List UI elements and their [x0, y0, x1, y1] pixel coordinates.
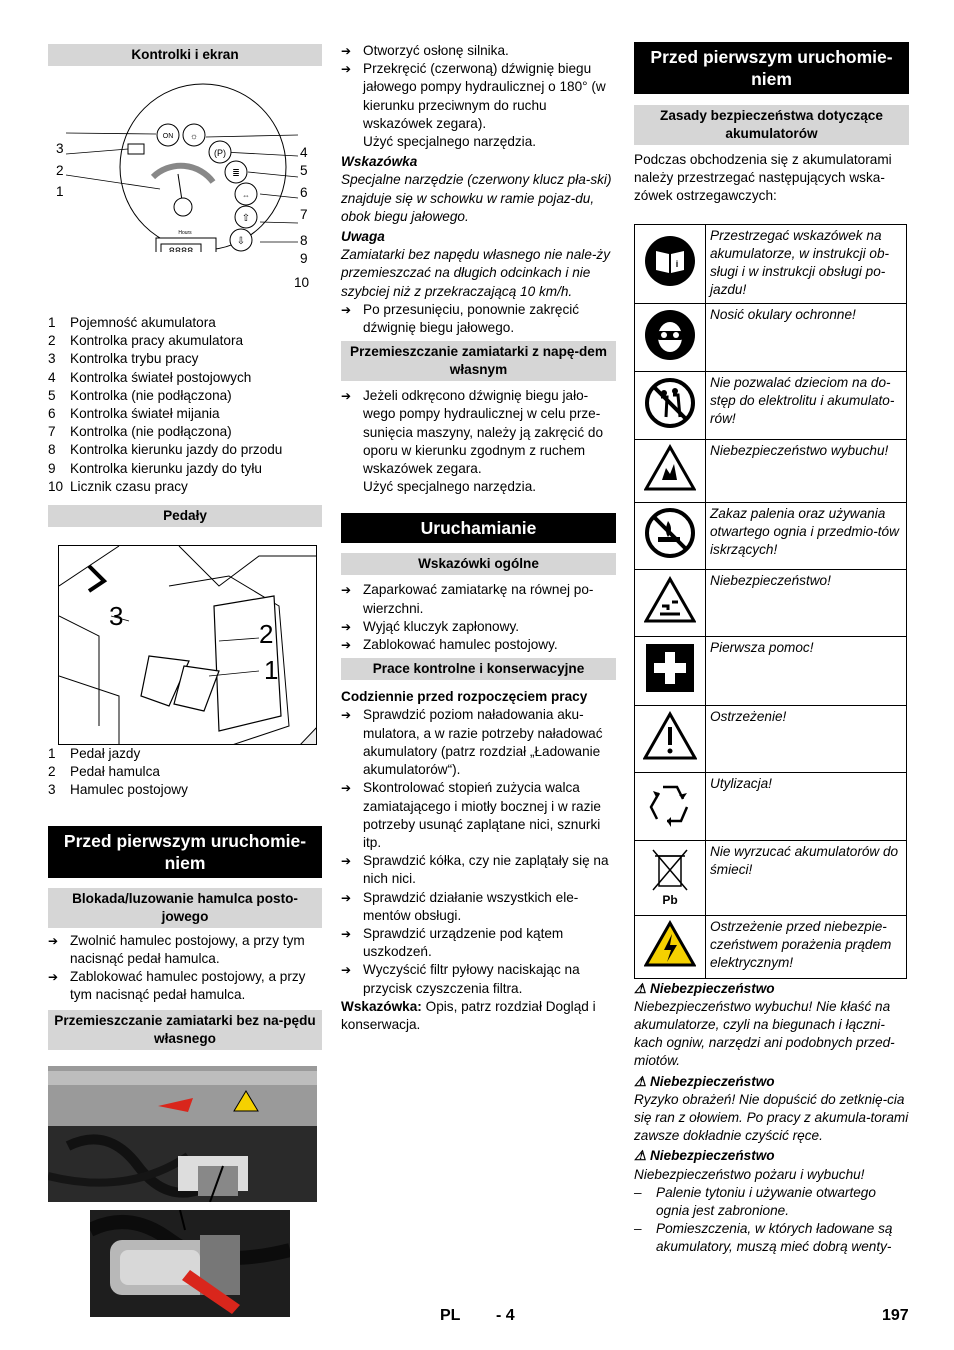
list-item: ➔ Przekręcić (czerwoną) dźwignię biegu jałowego pompy hydraulicznej o 180° (w kierunku przeciwnym do ruchu wskazówek zegara).	[341, 61, 606, 131]
blokada-steps	[48, 932, 322, 1005]
pedal-callout-2: 2	[259, 619, 274, 650]
intro-text: Podczas obchodzenia się z akumulatorami należy przestrzegać następujących wska-zówek ostrzegawczych:	[634, 152, 892, 204]
table-row	[635, 840, 907, 915]
heading-wskazowki-ogolne: Wskazówki ogólne	[341, 553, 616, 575]
list-item: ➔ Sprawdzić urządzenie pod kątem uszkodzeń.	[341, 925, 564, 960]
codziennie-title: Codziennie przed rozpoczęciem pracy	[341, 689, 588, 705]
warn-text: Ostrzeżenie przed niebezpie-czeństwem porażenia prądem elektrycznym!	[706, 915, 907, 978]
callout-1: 1	[56, 184, 64, 199]
list-item: 7 Kontrolka (nie podłączona)	[48, 424, 232, 440]
table-row	[635, 569, 907, 636]
column-right	[634, 42, 909, 1257]
list-item: 2 Pedał hamulca	[48, 764, 160, 780]
warning-icon: ⚠	[634, 1073, 650, 1089]
callout-5: 5	[300, 163, 308, 178]
warning-icon	[643, 711, 697, 761]
list-item: 1 Pedał jazdy	[48, 746, 141, 762]
wskazowka-text: Specjalne narzędzie (czerwony klucz pła-ski) znajduje się w schowku w ramie pojaz-du, obok biegu jałowego.	[341, 172, 612, 224]
dashboard-drawing	[48, 82, 322, 252]
table-row	[635, 371, 907, 439]
list-item: 2 Kontrolka pracy akumulatora	[48, 333, 244, 349]
warn-text: Zakaz palenia oraz używania otwartego ognia i przedmio-tów iskrzących!	[706, 502, 907, 569]
list-item: – Pomieszczenia, w których ładowane są akumulatory, muszą mieć dobrą wenty-	[634, 1221, 893, 1255]
svg-text:8888: 8888	[168, 246, 194, 252]
warn-text: Nie wyrzucać akumulatorów do śmieci!	[706, 840, 907, 915]
corrosive-icon	[644, 576, 696, 624]
pump-photo	[90, 1210, 290, 1317]
svg-text:≣: ≣	[232, 168, 240, 178]
table-row	[635, 303, 907, 371]
svg-text:⇧: ⇧	[241, 213, 251, 224]
pedal-callout-3: 3	[109, 601, 124, 632]
heading-pedaly: Pedały	[48, 505, 322, 527]
table-row	[635, 772, 907, 840]
hours-label: Hours	[178, 230, 192, 236]
list-item: 3 Kontrolka trybu pracy	[48, 351, 199, 367]
callout-6: 6	[300, 185, 308, 200]
footer-page-number: 197	[882, 1307, 909, 1324]
warning-table	[634, 224, 907, 979]
list-item: 5 Kontrolka (nie podłączona)	[48, 387, 232, 403]
heading-uruchamianie: Uruchamianie	[341, 513, 616, 543]
high-voltage-icon	[644, 920, 696, 968]
danger-title-1: ⚠ Niebezpieczeństwo	[634, 980, 775, 996]
list-item: ➔ Zwolnić hamulec postojowy, a przy tym nacisnąć pedał hamulca.	[48, 932, 305, 966]
pb-label: Pb	[662, 893, 678, 906]
danger-text-3: Niebezpieczeństwo pożaru i wybuchu!	[634, 1166, 865, 1182]
dashboard-diagram	[48, 82, 322, 290]
uwaga-text: Zamiatarki bez napędu własnego nie nale-ży przemieszczać na długich odcinkach i nie szybciej niż z przekraczającą 10 km/h.	[341, 247, 611, 299]
svg-text:☼: ☼	[189, 131, 199, 141]
svg-text:⇔: ⇔	[242, 191, 250, 200]
manual-icon	[644, 235, 696, 287]
table-row	[635, 705, 907, 772]
recycle-icon	[643, 779, 697, 829]
heading-zasady: Zasady bezpieczeństwa dotyczące akumulatorów	[634, 105, 909, 145]
list-item: ➔ Otworzyć osłonę silnika.	[341, 43, 509, 58]
list-item: 6 Kontrolka świateł mijania	[48, 406, 220, 422]
svg-text:i: i	[675, 259, 679, 269]
callout-3: 3	[56, 141, 64, 156]
tool-note-1: Użyć specjalnego narzędzia.	[363, 134, 537, 150]
list-item: 8 Kontrolka kierunku jazdy do przodu	[48, 442, 283, 458]
warn-text: Ostrzeżenie!	[706, 705, 907, 772]
table-row	[635, 439, 907, 502]
list-item: ➔ Sprawdzić poziom naładowania aku-mulatora, a w razie potrzeby naładować akumulatory (patrz rozdział „Ładowanie akumulatorów“).	[341, 707, 603, 778]
callout-9: 9	[300, 251, 308, 266]
warn-text: Pierwsza pomoc!	[706, 636, 907, 705]
list-item: 1 Pojemność akumulatora	[48, 315, 216, 330]
list-item: 9 Kontrolka kierunku jazdy do tyłu	[48, 460, 262, 476]
warning-icon: ⚠	[634, 980, 650, 996]
heading-prace: Prace kontrolne i konserwacyjne	[341, 658, 616, 680]
warn-text: Niebezpieczeństwo!	[706, 569, 907, 636]
list-item: 4 Kontrolka świateł postojowych	[48, 369, 252, 385]
danger-title-3: ⚠ Niebezpieczeństwo	[634, 1148, 775, 1164]
list-item: ➔ Po przesunięciu, ponownie zakręcić dźwignię biegu jałowego.	[341, 301, 580, 336]
goggles-icon	[644, 309, 696, 361]
footer-lang: PL	[440, 1307, 461, 1324]
callout-10: 10	[294, 275, 310, 290]
svg-text:⇩: ⇩	[236, 236, 246, 247]
list-item: – Palenie tytoniu i używanie otwartego ognia jest zabronione.	[634, 1184, 876, 1219]
pedal-illustration	[58, 545, 317, 745]
list-item: ➔ Zablokować hamulec postojowy, a przy tym nacisnąć pedał hamulca.	[48, 969, 306, 1003]
pump-photo-drawing	[90, 1210, 290, 1317]
danger-text-1: Niebezpieczeństwo wybuchu! Nie kłaść na akumulatorze, czyli na biegunach i łączni-kach ogniw, narzędzi ani podobnych przed-miotów.	[634, 998, 895, 1069]
list-item: ➔ Sprawdzić kółka, czy nie zaplątały się na nich nici.	[341, 853, 609, 887]
first-aid-icon	[645, 643, 695, 693]
uwaga-title: Uwaga	[341, 229, 385, 245]
warn-text: Nie pozwalać dzieciom na do-stęp do elektrolitu i akumulato-rów!	[706, 371, 907, 439]
list-item: ➔ Zaparkować zamiatarkę na równej po-wierzchni.	[341, 582, 594, 616]
table-row	[635, 636, 907, 705]
dashboard-legend	[48, 314, 322, 496]
heading-bez-napedu: Przemieszczanie zamiatarki bez na-pędu własnego	[48, 1010, 322, 1050]
heading-przed-pierwszym-2: Przed pierwszym uruchomie-niem	[634, 42, 909, 94]
warn-text: Utylizacja!	[706, 772, 907, 840]
list-item: 10 Licznik czasu pracy	[48, 478, 188, 494]
warn-text: Nosić okulary ochronne!	[706, 303, 907, 371]
engine-photo	[48, 1066, 317, 1202]
on-label: ON	[162, 133, 174, 140]
column-left	[48, 42, 322, 1317]
list-item: ➔ Jeżeli odkręcono dźwignię biegu jało-wego pompy hydraulicznej w celu prze-sunięcia maszyny, należy ją zakręcić do oporu w kierunku zgodnym z ruchem wskazówek zegara.	[341, 388, 604, 477]
svg-text:(P): (P)	[214, 148, 226, 158]
list-item: ➔ Wyczyścić filtr pyłowy naciskając na przycisk czyszczenia filtra.	[341, 962, 580, 996]
pedal-legend	[48, 745, 322, 800]
list-item: ➔ Sprawdzić działanie wszystkich ele-mentów obsługi.	[341, 889, 579, 923]
heading-blokada: Blokada/luzowanie hamulca posto-jowego	[48, 888, 322, 928]
no-bin-icon	[645, 844, 695, 906]
warning-icon: ⚠	[634, 1148, 650, 1164]
wskazowka-title: Wskazówka	[341, 154, 418, 170]
engine-photo-drawing	[48, 1066, 317, 1202]
heading-z-napedem: Przemieszczanie zamiatarki z napę-dem własnym	[341, 341, 616, 381]
callout-8: 8	[300, 233, 308, 248]
tool-note-2: Użyć specjalnego narzędzia.	[363, 479, 537, 495]
warn-text: Przestrzegać wskazówek na akumulatorze, w instrukcji ob-sługi i w instrukcji obsługi po-jazdu!	[706, 224, 907, 303]
heading-kontrolki: Kontrolki i ekran	[48, 44, 322, 66]
callout-2: 2	[56, 163, 64, 178]
table-row	[635, 502, 907, 569]
heading-przed-pierwszym: Przed pierwszym uruchomie-niem	[48, 826, 322, 878]
list-item: 3 Hamulec postojowy	[48, 782, 188, 798]
danger-text-2: Ryzyko obrażeń! Nie dopuścić do zetknię-cia się ran z ołowiem. Po pracy z akumula-torami zawsze dokładnie czyścić ręce.	[634, 1091, 909, 1144]
final-note: Wskazówka: Opis, patrz rozdział Dogląd i konserwacja.	[341, 998, 596, 1032]
callout-4: 4	[300, 145, 308, 160]
explosion-icon	[644, 444, 696, 492]
list-item: ➔ Zablokować hamulec postojowy.	[341, 637, 558, 653]
list-item: ➔ Skontrolować stopień zużycia walca zamiatającego i miotły bocznej i w razie potrzeby usunąć zaplątane nici, sznurki itp.	[341, 780, 601, 850]
danger-title-2: ⚠ Niebezpieczeństwo	[634, 1073, 775, 1089]
list-item: ➔ Wyjąć kluczyk zapłonowy.	[341, 618, 520, 634]
pedal-callout-1: 1	[264, 655, 279, 686]
ogolne-steps	[341, 581, 616, 654]
callout-7: 7	[300, 207, 308, 222]
footer-page-local: - 4	[496, 1307, 515, 1324]
pedal-drawing	[59, 546, 317, 745]
warn-text: Niebezpieczeństwo wybuchu!	[706, 439, 907, 502]
no-children-icon	[644, 377, 696, 429]
table-row	[635, 224, 907, 303]
column-middle	[341, 42, 616, 1034]
no-fire-icon	[644, 507, 696, 559]
table-row	[635, 915, 907, 978]
